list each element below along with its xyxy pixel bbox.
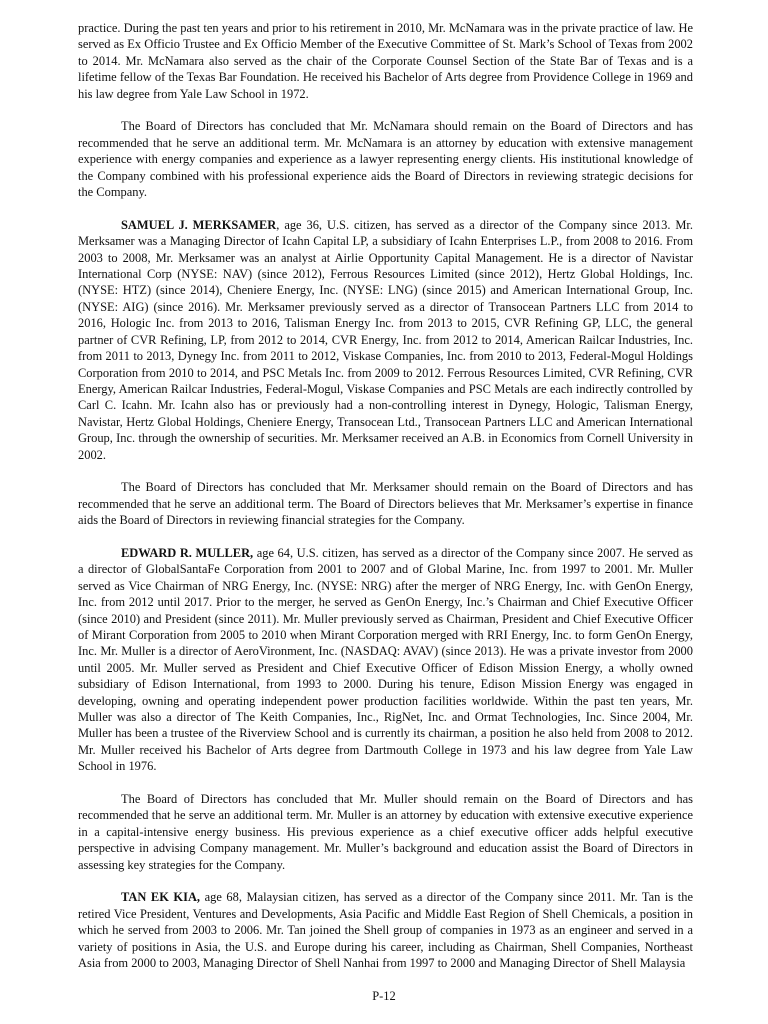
paragraph-text: The Board of Directors has concluded that Mr. McNamara should remain on the Board of Directors and has recommended that he serve an additional term. Mr. McNamara is an attorney by education with extensive management experience with energy companies and experience as a lawyer representing energy clients. His institutional knowledge of the Company combined with his professional experience aids the Board of Directors in reviewing strategic decisions for the Company. [78,119,693,200]
paragraph-text: age 68, Malaysian citizen, has served as a director of the Company since 2011. Mr. Tan is the retired Vice President, Ventures and Developments, Asia Pacific and Middle East Region of Shell Chemicals, a position in which he served from 2003 to 2006. Mr. Tan joined the Shell group of companies in 1973 as an engineer and served in a variety of positions in Asia, the U.S. and Europe during his career, including as Chairman, Shell Companies, Northeast Asia from 2000 to 2003, Managing Director of Shell Nanhai from 1997 to 2000 and Managing Director of Shell Malaysia [78,890,693,971]
paragraph-text: The Board of Directors has concluded that Mr. Muller should remain on the Board of Directors and has recommended that he serve an additional term. Mr. Muller is an attorney by education with extensive executive experience in a capital-intensive energy business. His previous experience as a chief executive officer adds helpful executive perspective in advising Company management. Mr. Muller’s background and education assist the Board of Directors in assessing key strategies for the Company. [78,792,693,872]
paragraph-text: The Board of Directors has concluded that Mr. Merksamer should remain on the Board of Directors and has recommended that he serve an additional term. The Board of Directors believes that Mr. Merksamer’s expertise in finance aids the Board of Directors in reviewing financial strategies for the Company. [78,480,693,528]
paragraph-text: age 64, U.S. citizen, has served as a director of the Company since 2007. He served as a director of GlobalSantaFe Corporation from 2001 to 2007 and of Global Marine, Inc. from 1997 to 2001. Mr. Muller served as Vice Chairman of NRG Energy, Inc. (NYSE: NRG) after the merger of NRG Energy, Inc. with GenOn Energy, Inc. from 2012 until 2017. Prior to the merger, he served as GenOn Energy, Inc.’s Chairman and Chief Executive Officer (since 2010) and President (since 2011). Mr. Muller previously served as Chairman, President and Chief Executive Officer of Mirant Corporation from 2005 to 2010 when Mirant Corporation merged with RRI Energy, Inc. to form GenOn Energy, Inc. Mr. Muller is a director of AeroVironment, Inc. (NASDAQ: AVAV) (since 2013). He was a private investor from 2000 until 2005. Mr. Muller served as President and Chief Executive Officer of Edison Mission Energy, a wholly owned subsidiary of Edison International, from 1993 to 2000. During his tenure, Edison Mission Energy was engaged in developing, owning and operating independent power production facilities worldwide. Within the past ten years, Mr. Muller was also a director of The Keith Companies, Inc., RigNet, Inc. and Ormat Technologies, Inc. Since 2004, Mr. Muller has been a trustee of the Riverview School and is currently its chairman, a position he also held from 2008 to 2012. Mr. Muller received his Bachelor of Arts degree from Dartmouth College in 1973 and his law degree from Yale Law School in 1976. [78,545,693,774]
director-name: SAMUEL J. MERKSAMER [121,217,277,232]
paragraph-muller-conclusion [78,791,693,873]
paragraph-tan-bio [78,889,693,971]
page-number: P-12 [372,988,396,1003]
paragraph-muller-bio [78,545,693,775]
paragraph-text: , age 36, U.S. citizen, has served as a director of the Company since 2013. Mr. Merksamer was a Managing Director of Icahn Capital LP, a subsidiary of Icahn Enterprises L.P., from 2008 to 2016. From 2003 to 2008, Mr. Merksamer was an analyst at Airlie Opportunity Capital Management. He is a director of Navistar International Corp (NYSE: NAV) (since 2012), Ferrous Resources Limited (since 2012), Hertz Global Holdings, Inc. (NYSE: HTZ) (since 2014), Cheniere Energy, Inc. (NYSE: LNG) (since 2015) and American International Group, Inc. (NYSE: AIG) (since 2016). Mr. Merksamer previously served as a director of Transocean Partners LLC from 2014 to 2016, Hologic Inc. from 2013 to 2016, Talisman Energy Inc. from 2013 to 2015, CVR Refining GP, LLC, the general partner of CVR Refining, LP, from 2012 to 2014, CVR Energy, Inc. from 2012 to 2014, American Railcar Industries, Inc. from 2011 to 2013, Dynegy Inc. from 2011 to 2012, Viskase Companies, Inc. from 2010 to 2013, Federal-Mogul Holdings Corporation from 2010 to 2014, and PSC Metals Inc. from 2009 to 2012. Ferrous Resources Limited, CVR Refining, CVR Energy, American Railcar Industries, Federal-Mogul, Viskase Companies and PSC Metals are each indirectly controlled by Carl C. Icahn. Mr. Icahn also has or previously had a non-controlling interest in Dynegy, Hologic, Talisman Energy, Navistar, Hertz Global Holdings, Cheniere Energy, Transocean Ltd., Transocean Partners LLC and American International Group, Inc. through the ownership of securities. Mr. Merksamer received an A.B. in Economics from Cornell University in 2002. [78,217,693,462]
director-name: TAN EK KIA, [121,890,201,905]
document-body [78,0,693,971]
paragraph-text: practice. During the past ten years and prior to his retirement in 2010, Mr. McNamara was in the private practice of law. He served as Ex Officio Trustee and Ex Officio Member of the Executive Committee of St. Mark’s School of Texas from 2002 to 2014. Mr. McNamara also served as the chair of the Corporate Counsel Section of the State Bar of Texas and is a lifetime fellow of the Texas Bar Foundation. He received his Bachelor of Arts degree from Providence College in 1969 and his law degree from Yale Law School in 1972. [78,21,693,101]
paragraph-mcnamara-bio [78,20,693,102]
director-name: EDWARD R. MULLER, [121,545,254,560]
paragraph-merksamer-conclusion [78,479,693,528]
paragraph-mcnamara-conclusion [78,118,693,200]
paragraph-merksamer-bio [78,217,693,463]
